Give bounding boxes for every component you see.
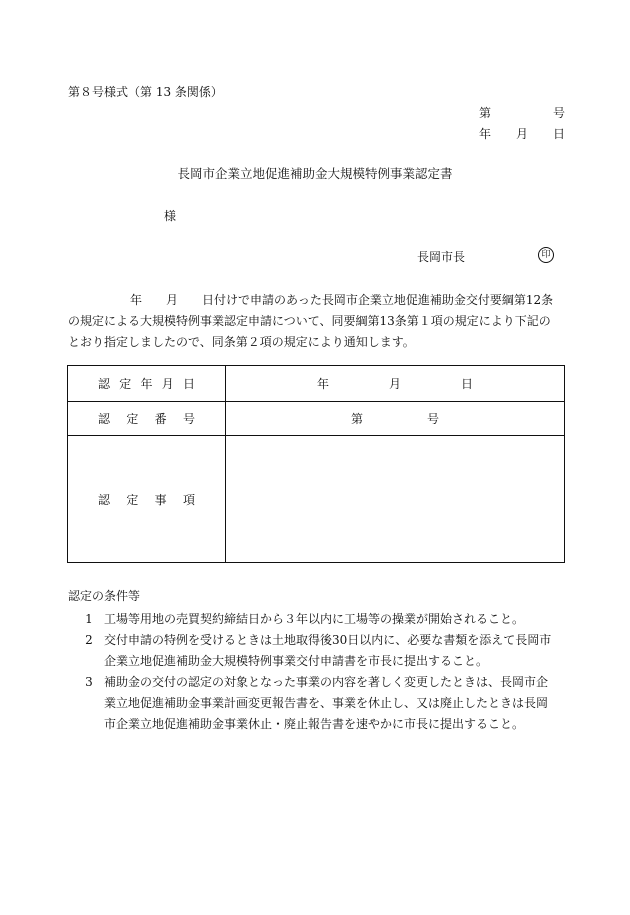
certification-date-value[interactable]: 年 月 日 bbox=[226, 366, 565, 402]
condition-number: 3 bbox=[85, 675, 93, 689]
seal-mark: 印 bbox=[538, 247, 554, 263]
certification-matters-value[interactable] bbox=[226, 436, 565, 563]
certification-number-value[interactable]: 第 号 bbox=[226, 402, 565, 436]
list-item bbox=[68, 630, 568, 672]
table-row bbox=[68, 366, 565, 402]
conditions-list bbox=[68, 609, 568, 735]
body-line: 年 月 日付けで申請のあった長岡市企業立地促進補助金交付要綱第12条 bbox=[130, 293, 554, 307]
addressee: 様 bbox=[164, 209, 177, 223]
date-day: 日 bbox=[552, 127, 565, 141]
body-line: とおり指定しましたので、同条第２項の規定により通知します。 bbox=[68, 335, 415, 349]
document-title: 長岡市企業立地促進補助金大規模特例事業認定書 bbox=[177, 166, 453, 181]
list-item bbox=[68, 609, 568, 630]
condition-line: 補助金の交付の認定の対象となった事業の内容を著しく変更したときは、長岡市企 bbox=[104, 675, 549, 689]
form-number: 第８号様式（第 13 条関係） bbox=[68, 85, 223, 99]
conditions-heading: 認定の条件等 bbox=[68, 589, 141, 603]
date-year: 年 bbox=[479, 127, 492, 141]
certification-table bbox=[67, 365, 565, 563]
table-row bbox=[68, 436, 565, 563]
document-number-suffix: 号 bbox=[552, 106, 565, 120]
certification-date-label: 認 定 年 月 日 bbox=[68, 366, 226, 402]
date-month: 月 bbox=[515, 127, 528, 141]
certification-number-label: 認 定 番 号 bbox=[68, 402, 226, 436]
issuer-name: 長岡市長 bbox=[417, 250, 466, 264]
condition-number: 1 bbox=[85, 612, 93, 626]
list-item bbox=[68, 672, 568, 735]
document-number bbox=[479, 107, 565, 119]
body-paragraph bbox=[68, 290, 568, 353]
document-number-prefix: 第 bbox=[479, 106, 492, 120]
document-date bbox=[479, 128, 565, 140]
table-row bbox=[68, 402, 565, 436]
certification-matters-label: 認 定 事 項 bbox=[68, 436, 226, 563]
condition-line: 業立地促進補助金事業計画変更報告書を、事業を休止し、又は廃止したときは長岡 bbox=[104, 696, 549, 710]
condition-line: 工場等用地の売買契約締結日から３年以内に工場等の操業が開始されること。 bbox=[104, 612, 525, 626]
body-line: の規定による大規模特例事業認定申請について、同要綱第13条第１項の規定により下記の bbox=[68, 314, 551, 328]
condition-number: 2 bbox=[85, 633, 93, 647]
condition-line: 市企業立地促進補助金事業休止・廃止報告書を速やかに市長に提出すること。 bbox=[104, 717, 525, 731]
condition-line: 交付申請の特例を受けるときは土地取得後30日以内に、必要な書類を添えて長岡市 bbox=[104, 633, 552, 647]
condition-line: 企業立地促進補助金大規模特例事業交付申請書を市長に提出すること。 bbox=[104, 654, 489, 668]
